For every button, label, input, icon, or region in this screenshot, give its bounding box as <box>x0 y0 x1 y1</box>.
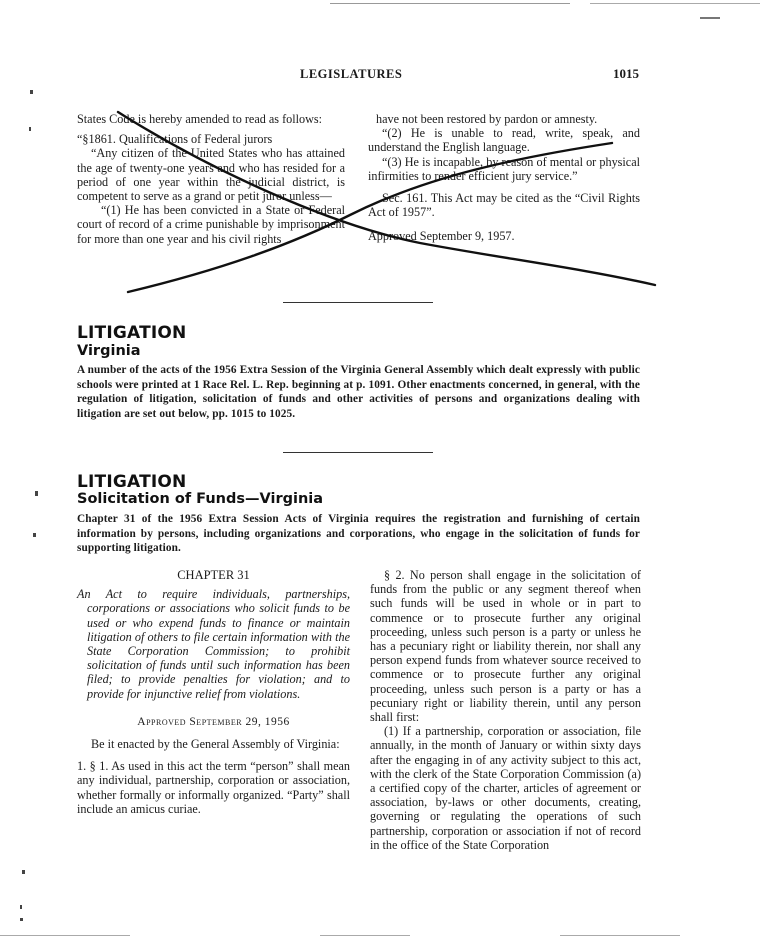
divider <box>283 302 433 303</box>
paragraph: Sec. 161. This Act may be cited as the “Civil Rights Act of 1957”. <box>368 191 640 220</box>
chapter-right-column <box>370 568 641 852</box>
section-2-text: § 2. No person shall engage in the solicitation of funds from the public or any segment thereof when such funds will be used in whole or in part to commence or to prosecute further any original proceeding, unless such person is a party or unless he has a pecuniary right or liability therein, nor shall any person expend funds from whatever source received to commence or to prosecute further any original proceeding, unless such person is a party or has a pecuniary right or liability therein, until any person shall first: <box>370 568 641 725</box>
paragraph: “(2) He is unable to read, write, speak, and understand the English language. <box>368 126 640 155</box>
section-subtitle: Virginia <box>77 343 141 359</box>
chapter-left-column <box>77 568 350 816</box>
paragraph: States Code is hereby amended to read as follows: <box>77 112 323 126</box>
paragraph: “(1) He has been convicted in a State or Federal court of record of a crime punishable by imprisonment for more than one year and his civil rights <box>77 203 345 246</box>
running-title: LEGISLATURES <box>300 67 403 81</box>
page-number: 1015 <box>613 66 639 81</box>
enacting-clause: Be it enacted by the General Assembly of Virginia: <box>91 737 340 752</box>
top-left-column <box>77 112 345 246</box>
top-right-column <box>368 112 640 244</box>
paragraph: Approved September 9, 1957. <box>368 229 515 244</box>
section-title: LITIGATION <box>77 472 187 492</box>
section-abstract: A number of the acts of the 1956 Extra Session of the Virginia General Assembly which dealt expressly with public schools were printed at 1 Race Rel. L. Rep. beginning at p. 1091. Other enactments concerned, in general, with the regulation of litigation, solicitation of funds and other activities of persons and organizations dealing with litigation are set out below, pp. 1015 to 1025. <box>77 364 640 420</box>
section-subtitle: Solicitation of Funds—Virginia <box>77 491 324 507</box>
paragraph: “§1861. Qualifications of Federal jurors <box>77 132 273 147</box>
section-title: LITIGATION <box>77 323 187 343</box>
paragraph: “Any citizen of the United States who has attained the age of twenty-one years and who has resided for a period of one year within the judicial district, is competent to serve as a grand or petit juror unless— <box>77 146 345 204</box>
act-title: An Act to require individuals, partnerships, corporations or associations who solicit funds to be used or who expend funds to finance or maintain litigation of others to file certain information with the State Corporation Commission; to prohibit solicitation of funds until such information has been filed; to provide penalties for violation; and to provide for injunctive relief from violations. <box>77 587 350 701</box>
section-2-1-text: (1) If a partnership, corporation or association, file annually, in the month of January or within sixty days after the engaging in of any activity subject to this act, with the clerk of the State Corporation Commission (a) a certified copy of the charter, articles of agreement or association, by-laws or other documents, creating, governing or regulating the operations of such partnership, corporation or association if not of record in the office of the State Corporation <box>370 724 641 852</box>
paragraph: “(3) He is incapable, by reason of mental or physical infirmities to render efficient jury service.” <box>368 154 640 183</box>
approved-date: Approved September 29, 1956 <box>137 715 290 728</box>
divider <box>283 452 433 453</box>
section-abstract: Chapter 31 of the 1956 Extra Session Acts of Virginia requires the registration and furnishing of certain information by persons, including organizations and corporations, who engage in the solicitation of funds for supporting litigation. <box>77 513 640 554</box>
section-1-text: 1. § 1. As used in this act the term “person” shall mean any individual, partnership, corporation or association, whether formally or informally organized. “Party” shall include an amicus curiae. <box>77 759 350 816</box>
paragraph: have not been restored by pardon or amnesty. <box>376 112 598 126</box>
chapter-heading: CHAPTER 31 <box>177 568 250 582</box>
